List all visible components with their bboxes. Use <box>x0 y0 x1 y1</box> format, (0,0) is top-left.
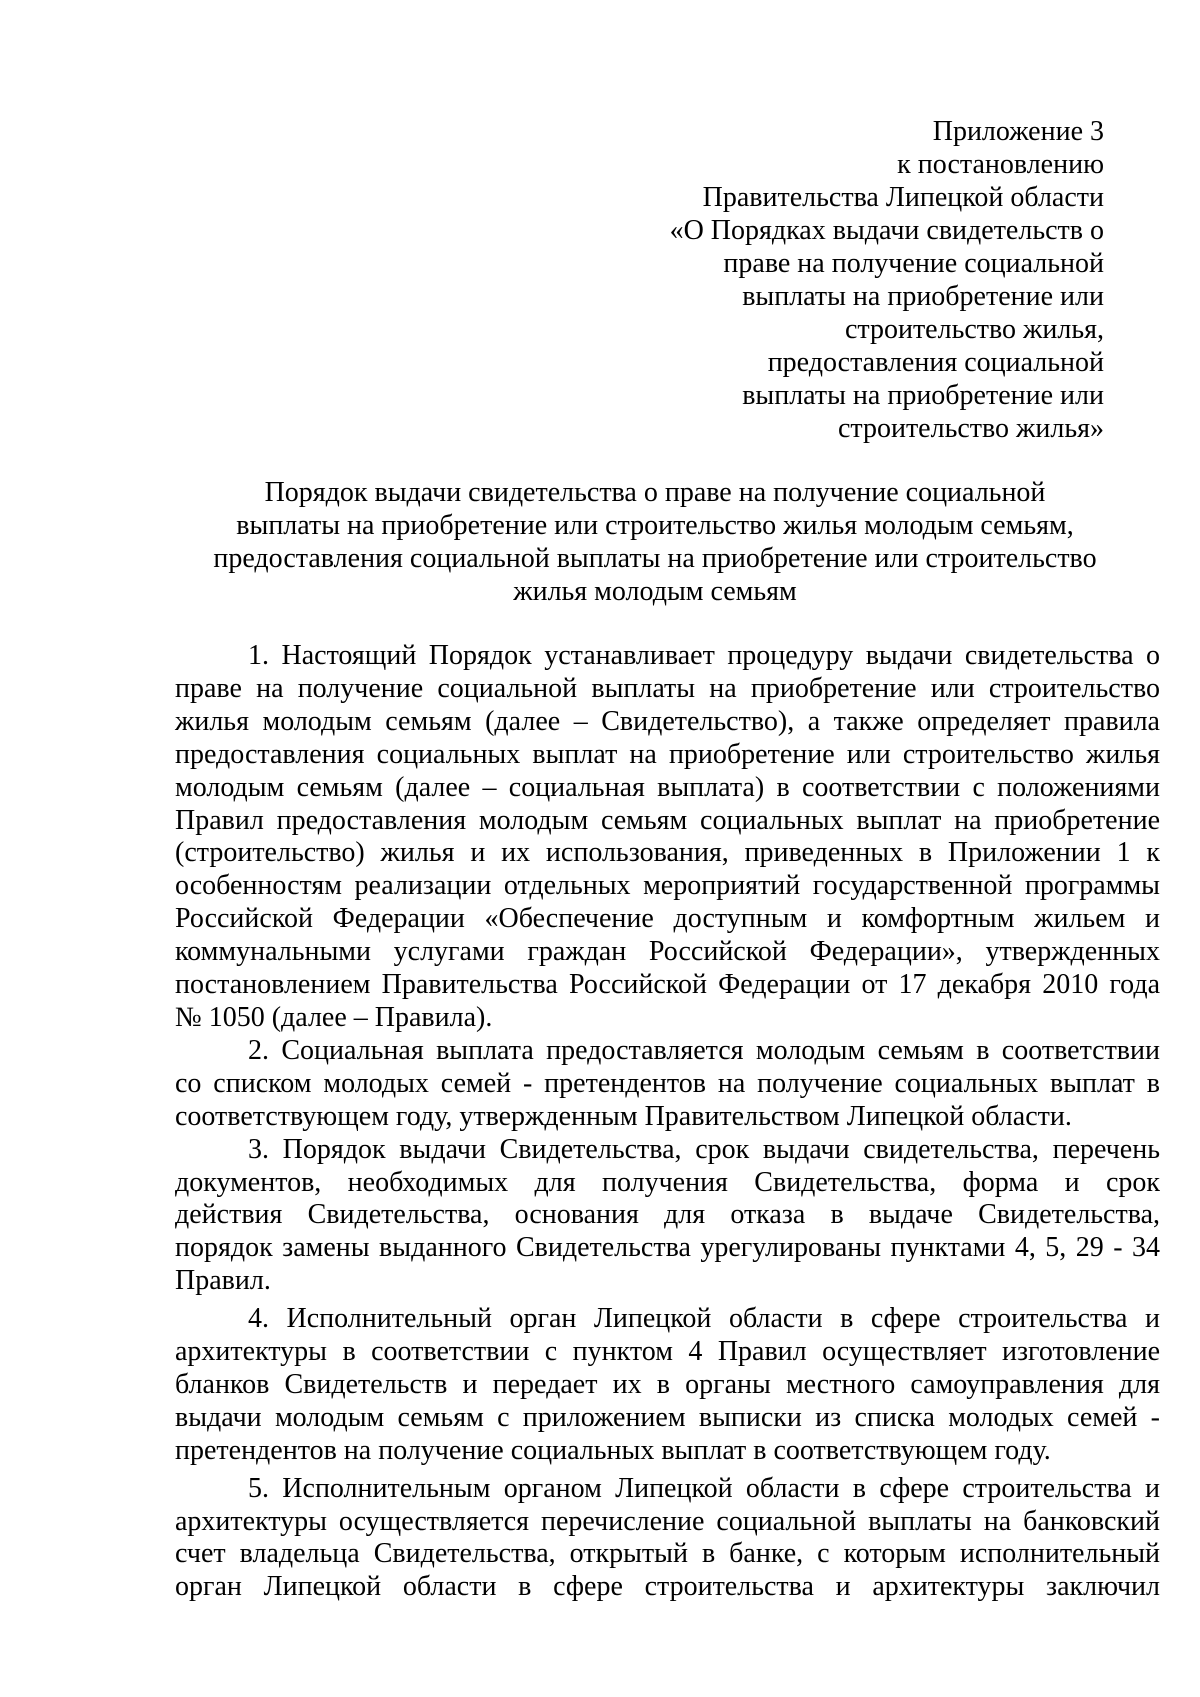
paragraph-2 <box>175 1035 1160 1134</box>
title-line: предоставления социальной выплаты на приобретение или строительство <box>213 543 1097 574</box>
text-line: молодым семьям (далее – социальная выплата) в соответствии с положениями <box>175 771 1160 803</box>
annex-line: строительство жилья» <box>837 413 1104 444</box>
text-line: бланков Свидетельств и передает их в органы местного самоуправления для <box>175 1368 1160 1400</box>
text-line: № 1050 (далее – Правила). <box>175 1001 493 1033</box>
text-line: (строительство) жилья и их использования, приведенных в Приложении 1 к <box>175 837 1160 869</box>
annex-line: к постановлению <box>897 149 1104 180</box>
text-line: действия Свидетельства, основания для отказа в выдаче Свидетельства, <box>175 1199 1160 1231</box>
annex-line: выплаты на приобретение или <box>742 281 1104 312</box>
text-line: 5. Исполнительным органом Липецкой области в сфере строительства и <box>248 1472 1160 1504</box>
text-line: архитектуры в соответствии с пунктом 4 Правил осуществляет изготовление <box>175 1336 1160 1368</box>
text-line: коммунальными услугами граждан Российской Федерации», утвержденных <box>175 936 1160 968</box>
annex-header <box>670 115 1104 445</box>
paragraph-1 <box>175 640 1160 1035</box>
annex-line: предоставления социальной <box>767 347 1104 378</box>
text-line: предоставления социальных выплат на приобретение или строительство жилья <box>175 738 1160 770</box>
paragraph-3 <box>175 1134 1160 1299</box>
annex-line: «О Порядках выдачи свидетельств о <box>669 215 1104 246</box>
text-line: особенностям реализации отдельных мероприятий государственной программы <box>175 870 1160 902</box>
text-line: порядок замены выданного Свидетельства урегулированы пунктами 4, 5, 29 - 34 <box>175 1232 1160 1264</box>
text-line: Российской Федерации «Обеспечение доступным и комфортным жильем и <box>175 903 1160 935</box>
document-body <box>175 640 1160 1604</box>
text-line: со списком молодых семей - претендентов на получение социальных выплат в <box>175 1067 1160 1099</box>
text-line: 2. Социальная выплата предоставляется молодым семьям в соответствии <box>248 1034 1160 1066</box>
title-line: Порядок выдачи свидетельства о праве на получение социальной <box>264 477 1046 508</box>
text-line: выдачи молодым семьям с приложением выписки из списка молодых семей - <box>175 1401 1160 1433</box>
paragraph-5 <box>175 1473 1160 1605</box>
text-line: документов, необходимых для получения Свидетельства, форма и срок <box>175 1166 1160 1198</box>
text-line: 4. Исполнительный орган Липецкой области в сфере строительства и <box>248 1303 1160 1335</box>
text-line: Правил предоставления молодым семьям социальных выплат на приобретение <box>175 804 1160 836</box>
text-line: Правил. <box>175 1265 271 1297</box>
paragraph-4 <box>175 1303 1160 1468</box>
text-line: 1. Настоящий Порядок устанавливает процедуру выдачи свидетельства о <box>248 640 1160 671</box>
annex-line: Приложение 3 <box>932 116 1104 147</box>
text-line: архитектуры осуществляется перечисление социальной выплаты на банковский <box>175 1505 1160 1537</box>
annex-line: Правительства Липецкой области <box>702 182 1104 213</box>
text-line: соответствующем году, утвержденным Правительством Липецкой области. <box>175 1100 1072 1132</box>
document-title <box>175 476 1135 608</box>
text-line: жилья молодым семьям (далее – Свидетельство), а также определяет правила <box>175 705 1160 737</box>
annex-line: строительство жилья, <box>844 314 1104 345</box>
text-line: орган Липецкой области в сфере строительства и архитектуры заключил <box>175 1571 1160 1603</box>
title-line: жилья молодым семьям <box>513 576 797 607</box>
text-line: счет владельца Свидетельства, открытый в банке, с которым исполнительный <box>175 1538 1160 1570</box>
text-line: претендентов на получение социальных выплат в соответствующем году. <box>175 1434 1051 1466</box>
text-line: 3. Порядок выдачи Свидетельства, срок выдачи свидетельства, перечень <box>248 1133 1160 1165</box>
title-line: выплаты на приобретение или строительство жилья молодым семьям, <box>236 510 1074 541</box>
annex-line: праве на получение социальной <box>723 248 1104 279</box>
text-line: постановлением Правительства Российской Федерации от 17 декабря 2010 года <box>175 969 1160 1001</box>
text-line: праве на получение социальной выплаты на приобретение или строительство <box>175 672 1160 704</box>
annex-line: выплаты на приобретение или <box>742 380 1104 411</box>
